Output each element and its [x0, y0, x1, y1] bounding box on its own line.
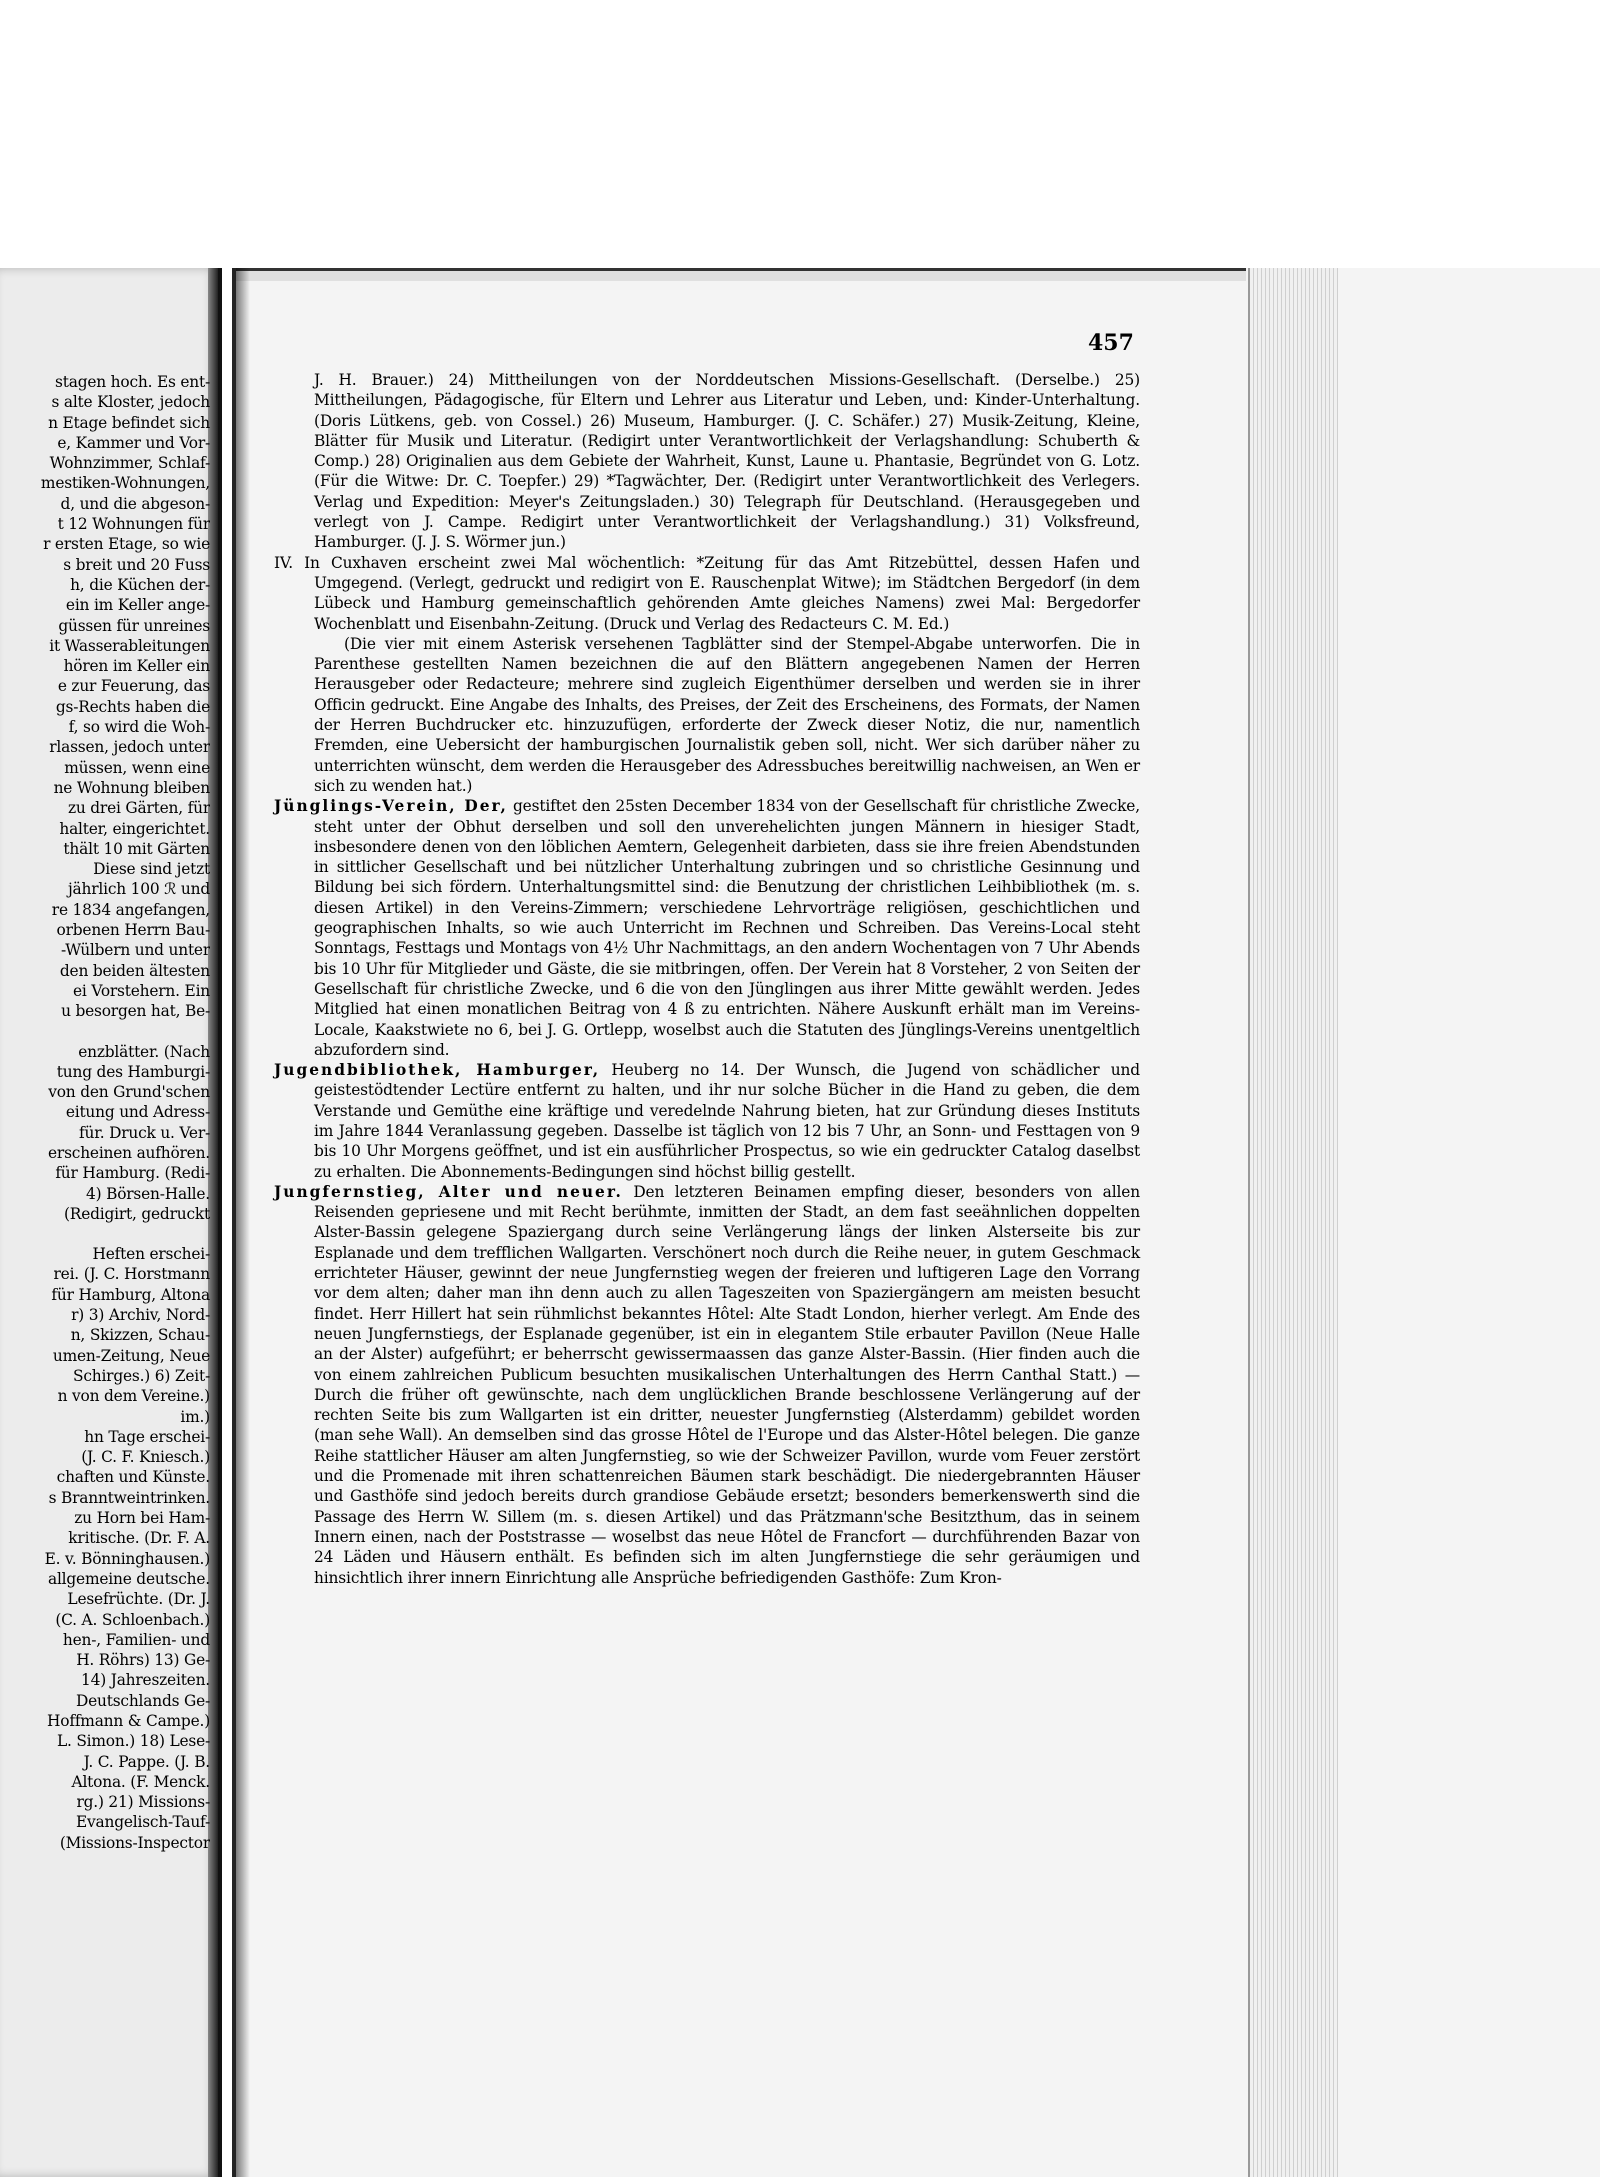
- left-column-gap: [0, 1022, 210, 1042]
- left-column-gap: [0, 1224, 210, 1244]
- left-column-line: s breit und 20 Fuss: [63, 555, 210, 574]
- left-column-line: L. Simon.) 18) Lese-: [56, 1732, 210, 1751]
- left-column-line: ei Vorstehern. Ein: [73, 981, 210, 1000]
- page-gutter-shadow: [236, 268, 250, 2177]
- left-column-line: stagen hoch. Es ent-: [55, 373, 210, 391]
- left-column-line: rei. (J. C. Horstmann: [53, 1265, 210, 1284]
- left-column-line: von den Grund'schen: [48, 1083, 210, 1102]
- left-column-line: den beiden ältesten: [59, 961, 210, 980]
- entry-term: Jünglings-Verein, Der,: [274, 797, 508, 816]
- left-column-line: u besorgen hat, Be-: [61, 1002, 210, 1021]
- entry-note: [274, 634, 1140, 796]
- left-column-line: im.): [180, 1407, 210, 1426]
- left-column-line: s alte Kloster, jedoch: [51, 393, 210, 412]
- left-column-line: (C. A. Schloenbach.): [55, 1610, 210, 1629]
- left-column-line: tung des Hamburgi-: [56, 1062, 210, 1081]
- left-column-line: ne Wohnung bleiben: [53, 778, 210, 797]
- left-column-line: güssen für unreines: [58, 616, 210, 635]
- left-column-line: erscheinen aufhören.: [48, 1143, 210, 1162]
- left-column-line: n Etage befindet sich: [48, 413, 210, 432]
- left-column-line: gs-Rechts haben die: [55, 697, 210, 716]
- entry-text: Heuberg no 14. Der Wunsch, die Jugend von schädlicher und geistestödtender Lectüre entfernt zu halten, und ihr nur solche Bücher in die Hand zu geben, die dem Verstande und Gemüthe eine kräftige und veredelnde Nahrung bieten, hat zur Gründung dieses Instituts im Jahre 1844 Veranlassung gegeben. Dasselbe ist täglich von 12 bis 7 Uhr, an Sonn- und Festtagen von 9 bis 10 Uhr Morgens geöffnet, und ist ein ausführlicher Prospectus, so wie ein gedruckter Catalog daselbst zu erhalten. Die Abonnements-Bedingungen sind höchst billig gestellt.: [314, 1061, 1140, 1181]
- left-column-line: t 12 Wohnungen für: [57, 515, 210, 534]
- left-column-line: umen-Zeitung, Neue: [52, 1346, 210, 1365]
- left-column-line: rlassen, jedoch unter: [49, 738, 210, 757]
- left-column-line: kritische. (Dr. F. A.: [68, 1529, 210, 1548]
- entry-text: gestiftet den 25sten December 1834 von der Gesellschaft für christliche Zwecke, steht unter der Obhut derselben und soll den unverehelichten jungen Männern in hiesiger Stadt, insbesondere denen von den löblichen Aemtern, Gelegenheit darbieten, dass sie ihre freien Abendstunden in sittlicher Gesellschaft und bei nützlicher Unterhaltung zubringen und so christliche Gesinnung und Bildung bei sich fördern. Unterhaltungsmittel sind: die Benutzung der christlichen Leihbibliothek (m. s. diesen Artikel) in den Vereins-Zimmern; verschiedene Lehrvorträge religiösen, geschichtlichen und geographischen Inhalts, so wie auch Unterricht im Rechnen und Schreiben. Das Vereins-Local steht Sonntags, Festtags und Montags von 4½ Uhr Nachmittags, an den andern Wochentagen von 7 Uhr Abends bis 10 Uhr für Mitglieder und Gäste, die sie mitbringen, offen. Der Verein hat 8 Vorsteher, 2 von Seiten der Gesellschaft für christliche Zwecke, und 6 die von den Jünglingen aus ihrer Mitte gewählt werden. Jedes Mitglied hat einen monatlichen Beitrag von 4 ß zu entrichten. Nähere Auskunft erhält man im Vereins-Locale, Kaakstwiete no 6, bei J. G. Ortlepp, woselbst auch die Statuten des Jünglings-Vereins unentgeltlich abzufordern sind.: [314, 797, 1140, 1059]
- left-column-line: (Redigirt, gedruckt: [64, 1204, 210, 1223]
- entry-juenglings-verein: [274, 796, 1140, 1060]
- left-column-line: chaften und Künste.: [56, 1468, 210, 1487]
- left-column-line: für Hamburg, Altona: [51, 1285, 210, 1304]
- left-column-line: e zur Feuerung, das: [57, 677, 210, 696]
- left-column-line: rg.) 21) Missions-: [76, 1793, 210, 1812]
- main-text-column: [274, 370, 1140, 1588]
- left-column-line: e, Kammer und Vor-: [57, 433, 210, 452]
- left-column-line: Evangelisch-Tauf-: [75, 1813, 210, 1832]
- left-column-line: jährlich 100 ℛ und: [67, 880, 210, 899]
- left-column-line: thält 10 mit Gärten: [63, 839, 210, 858]
- left-column-line: hen-, Familien- und: [62, 1630, 210, 1649]
- left-column-line: Wohnzimmer, Schlaf-: [49, 454, 210, 473]
- left-column-line: eitung und Adress-: [65, 1103, 210, 1122]
- left-column-line: Diese sind jetzt: [93, 860, 210, 879]
- entry-term: Jungfernstieg, Alter und neuer.: [274, 1182, 623, 1201]
- left-column-line: 4) Börsen-Halle.: [86, 1184, 210, 1203]
- left-column-line: s Branntweintrinken.: [48, 1488, 210, 1507]
- left-column-line: Lesefrüchte. (Dr. J.: [67, 1590, 210, 1609]
- left-column-line: enzblätter. (Nach: [78, 1042, 210, 1061]
- entry-section-iv: [274, 553, 1140, 634]
- left-column-line: Deutschlands Ge-: [75, 1691, 210, 1710]
- left-column-line: J. C. Pappe. (J. B.: [83, 1752, 210, 1771]
- entry-term: Jugendbibliothek, Hamburger,: [274, 1061, 601, 1080]
- left-column-line: H. Röhrs) 13) Ge-: [76, 1651, 210, 1670]
- left-column-line: für Hamburg. (Redi-: [55, 1164, 210, 1183]
- left-column-line: 14) Jahreszeiten.: [81, 1671, 210, 1690]
- left-column-line: n von dem Vereine.): [57, 1387, 210, 1406]
- page-top-edge: [236, 268, 1246, 281]
- entry-text: IV. In Cuxhaven erscheint zwei Mal wöchentlich: *Zeitung für das Amt Ritzebüttel, dessen Hafen und Umgegend. (Verlegt, gedruckt und redigirt von E. Rauschenplat Witwe); im Städtchen Bergedorf (in dem Lübeck und Hamburg gemeinschaftlich gehörenden Amte gleiches Namens) zwei Mal: Bergedorfer Wochenblatt und Eisenbahn-Zeitung. (Druck und Verlag des Redacteurs C. M. Ed.): [274, 553, 1140, 633]
- left-column-line: E. v. Bönninghausen.): [44, 1549, 210, 1568]
- left-column-line: d, und die abgeson-: [60, 494, 210, 513]
- left-column-line: zu Horn bei Ham-: [74, 1509, 210, 1528]
- left-column-line: orbenen Herrn Bau-: [56, 921, 210, 940]
- left-column-line: (J. C. F. Kniesch.): [81, 1448, 210, 1467]
- left-column-line: hn Tage erschei-: [84, 1427, 210, 1446]
- left-column-line: Schirges.) 6) Zeit-: [72, 1366, 210, 1385]
- left-column-line: müssen, wenn eine: [64, 758, 210, 777]
- left-column-line: Heften erschei-: [92, 1245, 210, 1264]
- page-fore-edge: [1248, 268, 1338, 2177]
- left-column-line: -Wülbern und unter: [61, 941, 210, 960]
- left-column-line: r) 3) Archiv, Nord-: [71, 1306, 210, 1325]
- entry-text: Den letzteren Beinamen empfing dieser, besonders von allen Reisenden gepriesene und mit Recht berühmte, inmitten der Stadt, an dem fast seeähnlichen doppelten Alster-Bassin gelegene Spaziergang durch seine Verlängerung längs der linken Alsterseite bis zur Esplanade und dem trefflichen Wallgarten. Verschönert noch durch die Reihe neuer, in gutem Geschmack errichteter Häuser, gewinnt der neue Jungfernstieg wegen der freieren und luftigeren Lage den Vorrang vor dem alten; daher man ihn denn auch zu allen Tageszeiten von Spaziergängern am meisten besucht findet. Herr Hillert hat sein rühmlichst bekanntes Hôtel: Alte Stadt London, hierher verlegt. Am Ende des neuen Jungfernstiegs, der Esplanade gegenüber, ist ein in elegantem Stile erbauter Pavillon (Neue Halle an der Alster) aufgeführt; er beherrscht gewissermaassen das ganze Alster-Bassin. (Hier finden auch die von einem zahlreichen Publicum besuchten musikalischen Unterhaltungen des Herrn Canthal Statt.) — Durch die früher oft gewünschte, nach dem unglücklichen Brande beschlossene Verlängerung auf der rechten Seite bis zum Wallgarten ist ein dritter, neuester Jungfernstieg (Alsterdamm) gebildet worden (man sehe Wall). An demselben sind das grosse Hôtel de l'Europe und das Alster-Hôtel belegen. Die ganze Reihe stattlicher Häuser am alten Jungfernstieg, so wie der Schweizer Pavillon, wurde vom Feuer zerstört und die Promenade mit ihren schattenreichen Bäumen stark beschädigt. Die niedergebrannten Häuser und Gasthöfe sind jedoch bereits durch grandiose Gebäude ersetzt; besonders bemerkenswerth sind die Passage des Herrn W. Sillem (m. s. diesen Artikel) und das Prätzmann'sche Besitzthum, das in seinem Innern einen, nach der Poststrasse — woselbst das neue Hôtel de Francfort — durchführenden Bazar von 24 Läden und Häusern enthält. Es befinden sich im alten Jungfernstiege die sehr geräumigen und hinsichtlich ihrer innern Einrichtung alle Ansprüche befriedigenden Gasthöfe: Zum Kron-: [314, 1182, 1140, 1587]
- left-column-line: f, so wird die Woh-: [68, 718, 210, 737]
- left-page-column: [0, 372, 210, 1853]
- entry-jungfernstieg: [274, 1182, 1140, 1588]
- left-column-line: re 1834 angefangen,: [51, 900, 210, 919]
- left-column-line: ein im Keller ange-: [65, 596, 210, 615]
- left-column-line: allgemeine deutsche.: [47, 1569, 210, 1588]
- left-column-line: h, die Küchen der-: [70, 575, 210, 594]
- left-column-line: Altona. (F. Menck.: [71, 1772, 210, 1791]
- entry-text: (Die vier mit einem Asterisk versehenen Tagblätter sind der Stempel-Abgabe unterworfen. Die in Parenthese gestellten Namen bezeichnen die auf den Blättern angegebenen Namen der Herren Herausgeber oder Redacteure; mehrere sind zugleich Eigenthümer derselben und werden sie in ihrer Officin gedruckt. Eine Angabe des Inhalts, des Preises, der Zeit des Erscheinens, des Formats, der Namen der Herren Buchdrucker etc. hinzuzufügen, erforderte der Zweck dieser Notiz, die nur, namentlich Fremden, eine Uebersicht der hamburgischen Journalistik geben soll, nicht. Wer sich darüber näher zu unterrichten wünscht, dem werden die Herausgeber des Adressbuches bereitwillig nachweisen, an Wen er sich zu wenden hat.): [314, 634, 1140, 795]
- left-column-line: halter, eingerichtet.: [59, 819, 210, 838]
- page-number: 457: [1088, 330, 1134, 356]
- left-column-line: für. Druck u. Ver-: [79, 1123, 210, 1142]
- left-column-line: hören im Keller ein: [63, 657, 210, 676]
- left-column-line: Hoffmann & Campe.): [47, 1712, 210, 1730]
- left-column-line: it Wasserableitungen: [49, 636, 210, 655]
- left-column-line: mestiken-Wohnungen,: [40, 474, 210, 493]
- entry-text: J. H. Brauer.) 24) Mittheilungen von der Norddeutschen Missions-Gesellschaft. (Derselbe.) 25) Mittheilungen, Pädagogische, für Eltern und Lehrer aus Literatur und Leben, und: Kinder-Unterhaltung. (Doris Lütkens, geb. von Cossel.) 26) Museum, Hamburger. (J. C. Schäfer.) 27) Musik-Zeitung, Kleine, Blätter für Musik und Literatur. (Redigirt unter Verantwortlichkeit der Verlagshandlung: Schuberth & Comp.) 28) Originalien aus dem Gebiete der Wahrheit, Kunst, Laune u. Phantasie, Begründet von G. Lotz. (Für die Witwe: Dr. C. Toepfer.) 29) *Tagwächter, Der. (Redigirt unter Verantwortlichkeit des Verlegers. Verlag und Expedition: Meyer's Zeitungsladen.) 30) Telegraph für Deutschland. (Herausgegeben und verlegt von J. Campe. Redigirt unter Verantwortlichkeit der Verlagshandlung.) 31) Volksfreund, Hamburger. (J. J. S. Wörmer jun.): [314, 371, 1140, 552]
- entry-continuation: [274, 370, 1140, 553]
- entry-jugendbibliothek: [274, 1060, 1140, 1182]
- left-column-line: n, Skizzen, Schau-: [70, 1326, 210, 1345]
- left-column-line: zu drei Gärten, für: [67, 799, 210, 818]
- left-column-line: (Missions-Inspector: [59, 1833, 210, 1852]
- left-column-line: r ersten Etage, so wie: [43, 535, 210, 554]
